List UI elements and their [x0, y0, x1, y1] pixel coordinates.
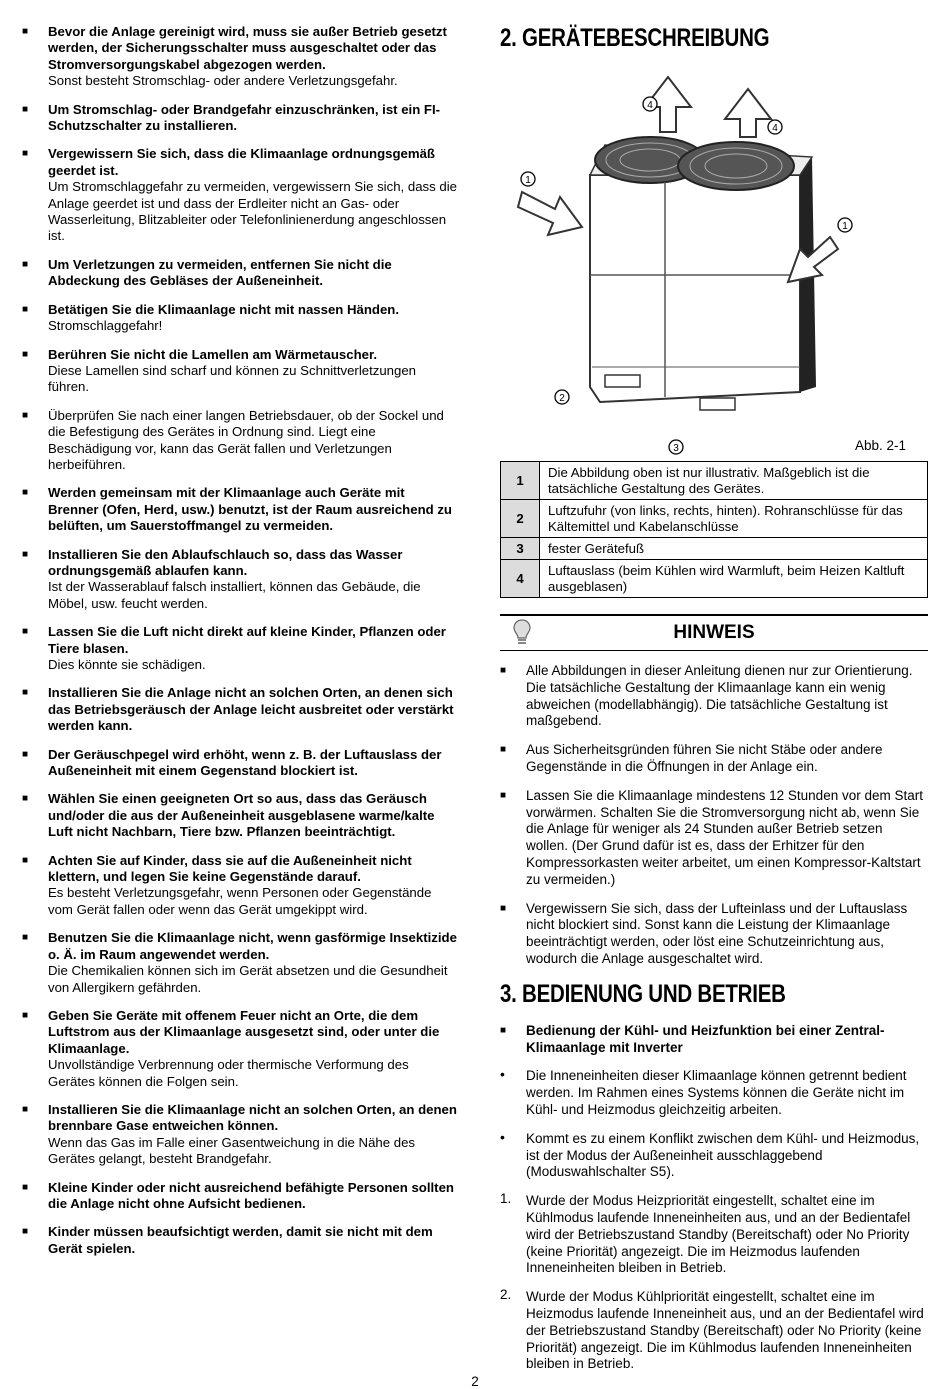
table-row — [501, 500, 928, 538]
safety-item-explanation: Dies könnte sie schädigen. — [48, 657, 206, 672]
safety-item — [22, 408, 458, 474]
bullet-square: ■ — [22, 409, 29, 421]
safety-item-warning: Vergewissern Sie sich, dass die Klimaanlage ordnungsgemäß geerdet ist. — [48, 146, 435, 178]
safety-list — [22, 24, 458, 1257]
safety-item-explanation: Unvollständige Verbrennung oder thermische Verformung des Gerätes können die Folgen sein. — [48, 1057, 409, 1089]
safety-item-warning: Achten Sie auf Kinder, dass sie auf die Außeneinheit nicht klettern, und legen Sie keine Gegenstände darauf. — [48, 852, 412, 885]
outdoor-unit-illustration — [500, 57, 928, 457]
safety-item-warning: Bevor die Anlage gereinigt wird, muss sie außer Betrieb gesetzt werden, der Sicherungsschalter muss ausgeschaltet oder das Stromversorgungskabel abgezogen werden. — [48, 24, 447, 72]
safety-item-warning: Lassen Sie die Luft nicht direkt auf kleine Kinder, Pflanzen oder Tiere blasen. — [48, 624, 446, 656]
outdoor-unit-figure — [500, 57, 928, 457]
bullet-dot: • — [500, 1128, 505, 1145]
hinweis-item — [500, 788, 928, 889]
hinweis-item — [500, 901, 928, 968]
hinweis-item-text: Aus Sicherheitsgründen führen Sie nicht Stäbe oder andere Gegenstände in die Öffnungen in der Anlage ein. — [526, 742, 883, 774]
bullet-square: ■ — [22, 793, 29, 805]
safety-item-warning: Werden gemeinsam mit der Klimaanlage auch Geräte mit Brenner (Ofen, Herd, usw.) benutzt, ist der Raum ausreichend zu belüften, um Sauerstoffmangel zu vermeiden. — [48, 485, 452, 534]
safety-item-warning: Installieren Sie die Anlage nicht an solchen Orten, an denen sich das Betriebsgeräusch der Anlage leicht ausbreitet oder verstärkt werden kann. — [48, 685, 454, 734]
list-number: 1. — [500, 1191, 512, 1207]
table-cell-description: Luftauslass (beim Kühlen wird Warmluft, beim Heizen Kaltluft ausgeblasen) — [540, 560, 928, 598]
safety-item — [22, 1008, 458, 1090]
hinweis-list — [500, 663, 928, 968]
safety-item-explanation: Um Stromschlaggefahr zu vermeiden, vergewissern Sie sich, dass die Anlage geerdet ist und dass der Erdleiter nicht an Gas- oder Wasserleitung, Blitzableiter oder Telefonlinienerdung angeschlossen ist. — [48, 179, 457, 244]
hinweis-header — [500, 614, 928, 651]
bullet-square: ■ — [500, 1024, 507, 1036]
callout-label: 4 — [647, 100, 653, 111]
hinweis-item — [500, 742, 928, 776]
section-3-subheading-item — [500, 1023, 928, 1057]
callout-4b — [768, 120, 782, 134]
table-row — [501, 560, 928, 598]
hinweis-title: HINWEIS — [673, 622, 755, 643]
safety-item-warning: Kinder müssen beaufsichtigt werden, damit sie nicht mit dem Gerät spielen. — [48, 1224, 433, 1256]
safety-item-warning: Betätigen Sie die Klimaanlage nicht mit nassen Händen. — [48, 301, 400, 317]
callout-4a — [643, 97, 657, 111]
safety-item — [22, 146, 458, 244]
safety-item-warning: Der Geräuschpegel wird erhöht, wenn z. B. der Luftauslass der Außeneinheit mit einem Gegenstand blockiert ist. — [48, 746, 442, 779]
bullet-square: ■ — [22, 1103, 29, 1115]
section-3-heading: 3. BEDIENUNG UND BETRIEB — [500, 979, 786, 1008]
section-3-numbered-list — [500, 1193, 928, 1373]
bullet-square: ■ — [500, 744, 507, 756]
table-cell-number: 4 — [501, 560, 540, 598]
section-3-subheading: Bedienung der Kühl- und Heizfunktion bei einer Zentral-Klimaanlage mit Inverter — [526, 1022, 885, 1055]
table-row — [501, 538, 928, 560]
safety-item — [22, 302, 458, 335]
hinweis-item-text: Lassen Sie die Klimaanlage mindestens 12 Stunden vor dem Start vorwärmen. Schalten Sie die Stromversorgung nicht ab, wenn Sie die Anlage für weniger als 24 Stunden außer Betrieb setzen wollen. (Der Grund dafür ist es, dass der Erhitzer für den Kompressorkasten weiter arbeitet, um einen Kompressor-Kaltstart zu vermeiden.) — [526, 787, 923, 887]
hinweis-item-text: Vergewissern Sie sich, dass der Lufteinlass und der Luftauslass nicht blockiert sind. Sonst kann die Leistung der Klimaanlage beeinträchtigt werden, oder löst eine Schutzeinrichtung aus, wodurch die Anlage ausgeschaltet wird. — [526, 900, 908, 966]
safety-item-warning: Geben Sie Geräte mit offenem Feuer nicht an Orte, die dem Luftstrom aus der Klimaanlage ausgesetzt sind, oder unter die Klimaanlage. — [48, 1007, 440, 1056]
bullet-square: ■ — [22, 303, 29, 315]
bullet-square: ■ — [22, 1226, 29, 1238]
callout-2 — [555, 390, 569, 404]
bullet-square: ■ — [22, 348, 29, 360]
bullet-square: ■ — [22, 687, 29, 699]
safety-item-warning: Benutzen Sie die Klimaanlage nicht, wenn gasförmige Insektizide o. Ä. im Raum angewendet werden. — [48, 930, 457, 962]
hinweis-item — [500, 663, 928, 730]
safety-item-explanation: Sonst besteht Stromschlag- oder andere Verletzungsgefahr. — [48, 73, 398, 89]
safety-item-warning: Berühren Sie nicht die Lamellen am Wärmetauscher. — [48, 346, 378, 362]
safety-item — [22, 853, 458, 919]
callout-label: 3 — [673, 443, 679, 454]
safety-item — [22, 747, 458, 780]
safety-item-explanation: Die Chemikalien können sich im Gerät absetzen und die Gesundheit von Allergikern gefährden. — [48, 963, 448, 995]
section-3-numbered-item — [500, 1193, 928, 1277]
bullet-square: ■ — [22, 103, 29, 115]
section-3-bullet-item — [500, 1068, 928, 1118]
section-3-bullet-text: Kommt es zu einem Konflikt zwischen dem Kühl- und Heizmodus, ist der Modus der Außeneinheit ausschlaggebend (Moduswahlschalter S5). — [526, 1130, 920, 1180]
table-cell-number: 2 — [501, 500, 540, 538]
section-3-numbered-text: Wurde der Modus Heizpriorität eingestellt, schaltet eine im Kühlmodus laufende Inneneinheiten aus, und an der Bedientafel wird der Betriebszustand Standby (Bereitschaft) oder No Priority (keine Priorität) angezeigt. Die im Heizmodus laufenden Inneneinheiten bleiben in Betrieb. — [526, 1193, 911, 1276]
safety-item-explanation: Ist der Wasserablauf falsch installiert, können das Gebäude, die Möbel, usw. feucht werden. — [48, 579, 421, 611]
bullet-dot: • — [500, 1066, 505, 1083]
bullet-square: ■ — [22, 148, 29, 160]
right-column — [500, 24, 928, 1385]
table-cell-number: 1 — [501, 462, 540, 500]
section-3-bullet-item — [500, 1128, 928, 1181]
callout-label: 4 — [772, 123, 778, 134]
bullet-square: ■ — [22, 626, 29, 638]
safety-item-warning: Installieren Sie die Klimaanlage nicht an solchen Orten, an denen brennbare Gase entweichen können. — [48, 1101, 457, 1134]
safety-item — [22, 685, 458, 734]
callout-1a — [521, 172, 535, 186]
table-cell-description: Luftzufuhr (von links, rechts, hinten). Rohranschlüsse für das Kältemittel und Kabelanschlüsse — [540, 500, 928, 538]
safety-item — [22, 347, 458, 396]
safety-item — [22, 1102, 458, 1168]
safety-item — [22, 930, 458, 996]
safety-item — [22, 1180, 458, 1213]
section-3-bullet-text: Die Inneneinheiten dieser Klimaanlage können getrennt bedient werden. Im Rahmen eines Systems können die Geräte nicht im Kühl- und Heizmodus gleichzeitig arbeiten. — [526, 1068, 907, 1117]
safety-item-explanation: Es besteht Verletzungsgefahr, wenn Personen oder Gegenstände vom Gerät fallen oder wenn das Gerät umgekippt wird. — [48, 885, 432, 917]
list-number: 2. — [500, 1287, 512, 1303]
section-3-numbered-item — [500, 1289, 928, 1373]
section-3-content — [500, 1023, 928, 1373]
section-3-numbered-text: Wurde der Modus Kühlpriorität eingestellt, schaltet eine im Heizmodus laufende Inneneinheit aus, und an der Bedientafel wird der Betriebszustand Standby (Bereitschaft) oder No Priority (keine Priorität) angezeigt. Die im Kühlmodus laufenden Inneneinheiten bleiben in Betrieb. — [526, 1289, 924, 1372]
safety-item — [22, 485, 458, 534]
bullet-square: ■ — [500, 665, 507, 676]
section-2-heading: 2. GERÄTEBESCHREIBUNG — [500, 24, 770, 52]
bullet-square: ■ — [22, 26, 29, 37]
bullet-square: ■ — [22, 932, 29, 944]
safety-item-warning: Um Stromschlag- oder Brandgefahr einzuschränken, ist ein FI-Schutzschalter zu installieren. — [48, 101, 441, 134]
table-cell-description: Die Abbildung oben ist nur illustrativ. Maßgeblich ist die tatsächliche Gestaltung des Gerätes. — [540, 462, 928, 500]
safety-item — [22, 624, 458, 673]
table-row — [501, 462, 928, 500]
safety-item-warning: Installieren Sie den Ablaufschlauch so, dass das Wasser ordnungsgemäß ablaufen kann. — [48, 546, 403, 578]
safety-item-explanation: Diese Lamellen sind scharf und können zu Schnittverletzungen führen. — [48, 362, 417, 395]
safety-item-warning: Kleine Kinder oder nicht ausreichend befähigte Personen sollten die Anlage nicht ohne Aufsicht bedienen. — [48, 1179, 454, 1211]
section-3-bullets — [500, 1068, 928, 1181]
bullet-square: ■ — [22, 548, 29, 560]
bullet-square: ■ — [22, 487, 29, 499]
safety-item — [22, 1224, 458, 1257]
callout-label: 1 — [525, 175, 531, 186]
safety-item — [22, 24, 458, 90]
table-cell-description: fester Gerätefuß — [540, 538, 928, 560]
safety-item — [22, 547, 458, 613]
bullet-square: ■ — [22, 258, 29, 270]
safety-item-warning: Wählen Sie einen geeigneten Ort so aus, dass das Geräusch und/oder die aus der Außeneinheit ausgeblasene warme/kalte Luft nicht Nachbarn, Tiere bzw. Pflanzen beeinträchtigt. — [48, 791, 435, 840]
safety-instructions-column — [22, 24, 458, 1269]
figure-caption: Abb. 2-1 — [854, 438, 906, 453]
safety-item-warning: Um Verletzungen zu vermeiden, entfernen Sie nicht die Abdeckung des Gebläses der Außeneinheit. — [48, 256, 392, 289]
callout-1b — [838, 218, 852, 232]
safety-item-explanation: Wenn das Gas im Falle einer Gasentweichung in die Nähe des Gerätes gelangt, besteht Brandgefahr. — [48, 1134, 416, 1167]
bullet-square: ■ — [22, 1181, 29, 1193]
hinweis-item-text: Alle Abbildungen in dieser Anleitung dienen nur zur Orientierung. Die tatsächliche Gestaltung der Klimaanlage kann ein wenig abweichen (modellabhängig). Die tatsächliche Gestaltung ist maßgebend. — [526, 663, 913, 729]
component-table — [500, 461, 928, 598]
table-cell-number: 3 — [501, 538, 540, 560]
safety-item-explanation: Stromschlaggefahr! — [48, 318, 163, 334]
bullet-square: ■ — [22, 854, 29, 866]
bullet-square: ■ — [22, 748, 29, 760]
safety-item — [22, 791, 458, 840]
callout-label: 1 — [842, 221, 848, 232]
safety-item — [22, 257, 458, 290]
bullet-square: ■ — [22, 1009, 29, 1021]
bullet-square: ■ — [500, 789, 507, 801]
safety-item — [22, 102, 458, 135]
callout-label: 2 — [559, 393, 565, 404]
page-number: 2 — [471, 1374, 479, 1389]
callout-3 — [669, 440, 683, 454]
safety-item-explanation: Überprüfen Sie nach einer langen Betriebsdauer, ob der Sockel und die Befestigung des Gerätes in Ordnung sind. Liegt eine Beschädigung vor, kann das Gerät fallen und Verletzungen herbeiführen. — [48, 407, 444, 472]
bullet-square: ■ — [500, 902, 507, 914]
